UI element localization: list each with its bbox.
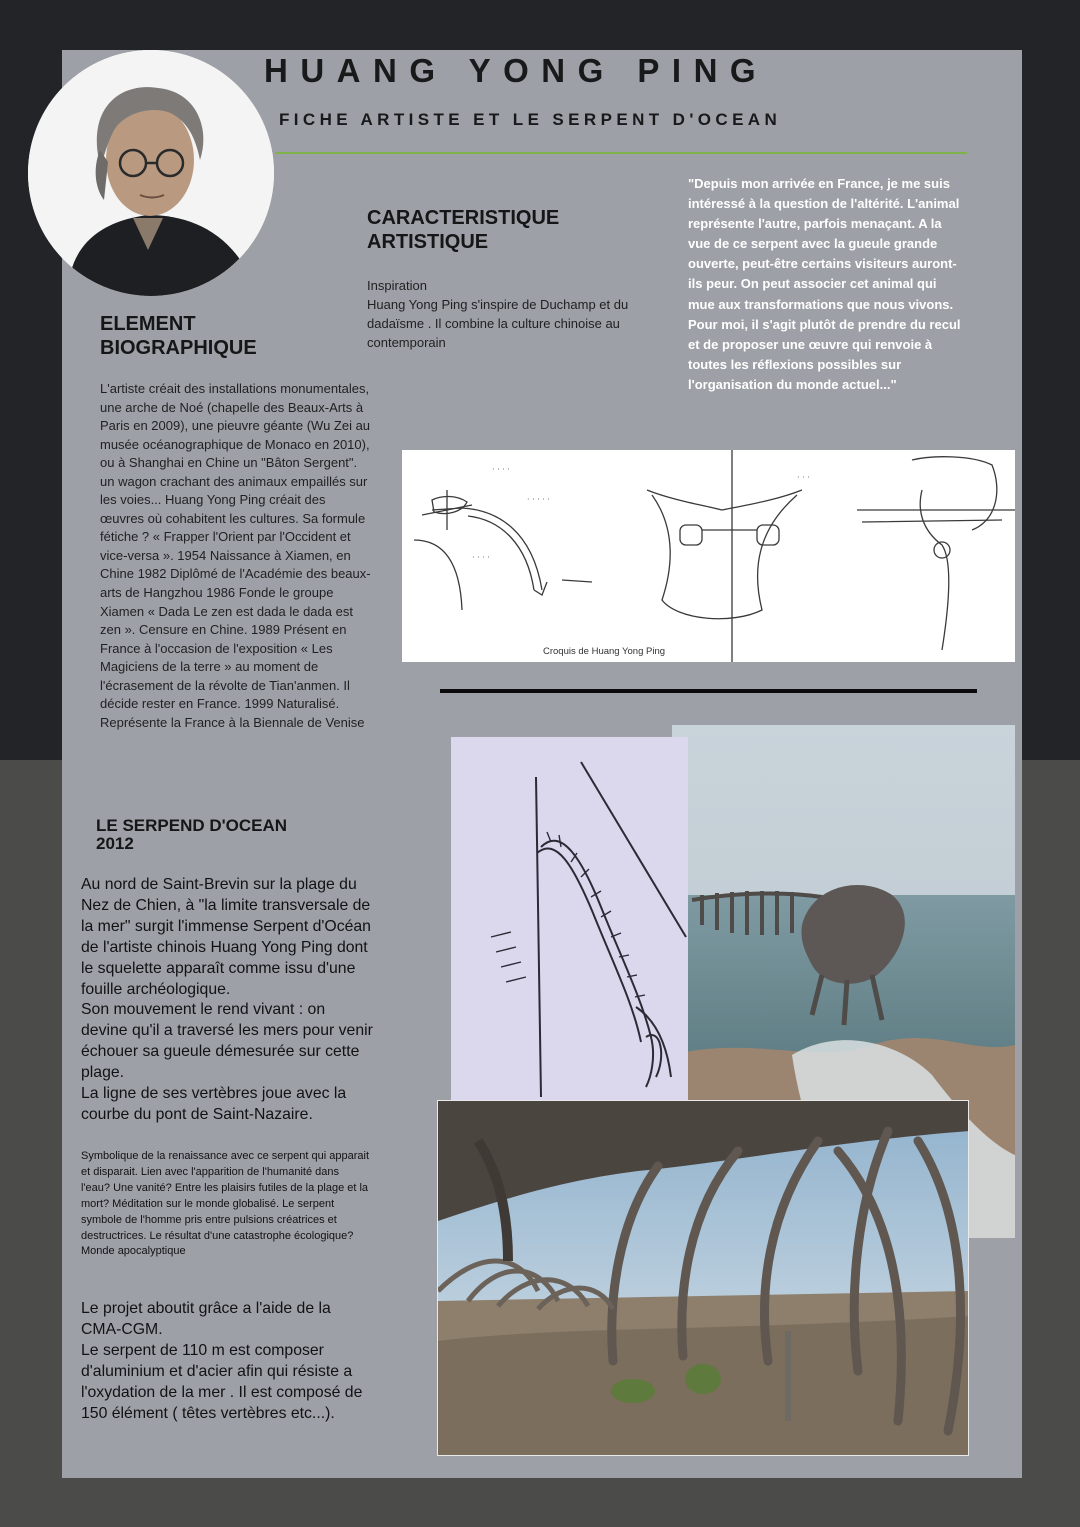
serpent-project (81, 1299, 373, 1424)
inspiration-text: Huang Yong Ping s'inspire de Duchamp et du dadaïsme . Il combine la culture chinoise au contemporain (367, 297, 629, 350)
carac-heading-line2: ARTISTIQUE (367, 231, 489, 253)
serpent-para-4: Le projet aboutit grâce a l'aide de la CMA-CGM. (81, 1300, 331, 1338)
bio-heading-line1: ELEMENT (100, 313, 196, 335)
serpent-heading-line2: 2012 (96, 833, 134, 853)
croquis-caption: Croquis de Huang Yong Ping (543, 646, 666, 657)
artist-quote: "Depuis mon arrivée en France, je me suis intéressé à la question de l'altérité. L'animal représente l'autre, parfois menaçant. A la vue de ce serpent avec la gueule grande ouverte, peut-être certains visiteurs auront-ils peur. On peut associer cet animal qui mue aux transformations que nous vivons. Pour moi, il s'agit plutôt de prendre du recul et de proposer une œuvre qui renvoie à toutes les réflexions possibles sur l'organisation du monde actuel..." (688, 176, 961, 392)
svg-text:· · · · ·: · · · · · (527, 495, 550, 504)
serpent-heading (96, 817, 287, 853)
title-divider (275, 152, 967, 154)
inspiration-block (367, 276, 642, 352)
inspiration-label: Inspiration (367, 278, 427, 293)
croquis-image (402, 450, 1015, 662)
serpent-heading-line1: LE SERPEND D'OCEAN (96, 816, 288, 835)
page-subtitle: FICHE ARTISTE ET LE SERPENT D'OCEAN (279, 110, 782, 129)
serpent-para-1: Au nord de Saint-Brevin sur la plage du Nez de Chien, à "la limite transversale de la mer" surgit l'immense Serpent d'Océan de l'artiste chinois Huang Yong Ping dont le squelette apparaît comme issu d'une fouille archéologique. (81, 876, 371, 998)
svg-text:· · ·: · · · (797, 473, 810, 482)
bio-text: L'artiste créait des installations monumentales, une arche de Noé (chapelle des Beaux-Arts à Paris en 2009), une pieuvre géante (Wu Zei au musée océanographique de Monaco en 2010), ou à Shanghai en Chine un "Bâton Sergent". un wagon crachant des animaux empaillés sur les voies... Huang Yong Ping créait des œuvres où cohabitent les cultures. Sa formule fétiche ? « Frapper l'Orient par l'Occident et vice-versa ». 1954 Naissance à Xiamen, en Chine 1982 Diplômé de l'Académie des beaux-arts de Hangzhou 1986 Fonde le groupe Xiamen « Dada Le zen est dada le dada est zen ». Censure en Chine. 1989 Présent en France à l'occasion de l'exposition « Les Magiciens de la terre » au moment de l'écrasement de la révolte de Tian'anmen. Il décide rester en France. 1999 Naturalisé. Représente la France à la Biennale de Venise (100, 381, 371, 730)
carac-heading (367, 206, 559, 254)
serpent-symbolism: Symbolique de la renaissance avec ce serpent qui apparait et disparait. Lien avec l'apparition de l'humanité dans l'eau? Une vanité? Entre les plaisirs futiles de la plage et la mort? Méditation sur le monde globalisé. Le serpent symbole de l'homme pris entre pulsions créatrices et destructrices. Le résultat d'une catastrophe écologique? Monde apocalyptique (81, 1150, 370, 1258)
serpent-ribs-photo (437, 1100, 969, 1456)
svg-text:· · · ·: · · · · (472, 553, 490, 562)
serpent-sketch-photo (451, 737, 688, 1102)
serpent-para-5: Le serpent de 110 m est composer d'aluminium et d'acier afin qui résiste a l'oxydation de la mer . Il est composé de 150 élément ( têtes vertèbres etc...). (81, 1341, 363, 1422)
carac-heading-line1: CARACTERISTIQUE (367, 207, 560, 229)
serpent-para-3: La ligne de ses vertèbres joue avec la courbe du pont de Saint-Nazaire. (81, 1085, 347, 1123)
artist-portrait (28, 50, 274, 296)
page-title: HUANG YONG PING (264, 52, 769, 89)
svg-text:· · · ·: · · · · (492, 465, 510, 474)
bio-heading-line2: BIOGRAPHIQUE (100, 337, 257, 359)
section-divider (440, 689, 977, 693)
serpent-description (81, 875, 373, 1126)
serpent-para-2: Son mouvement le rend vivant : on devine qu'il a traversé les mers pour venir échouer sa gueule démesurée sur cette plage. (81, 1001, 373, 1082)
bio-heading (100, 312, 257, 360)
